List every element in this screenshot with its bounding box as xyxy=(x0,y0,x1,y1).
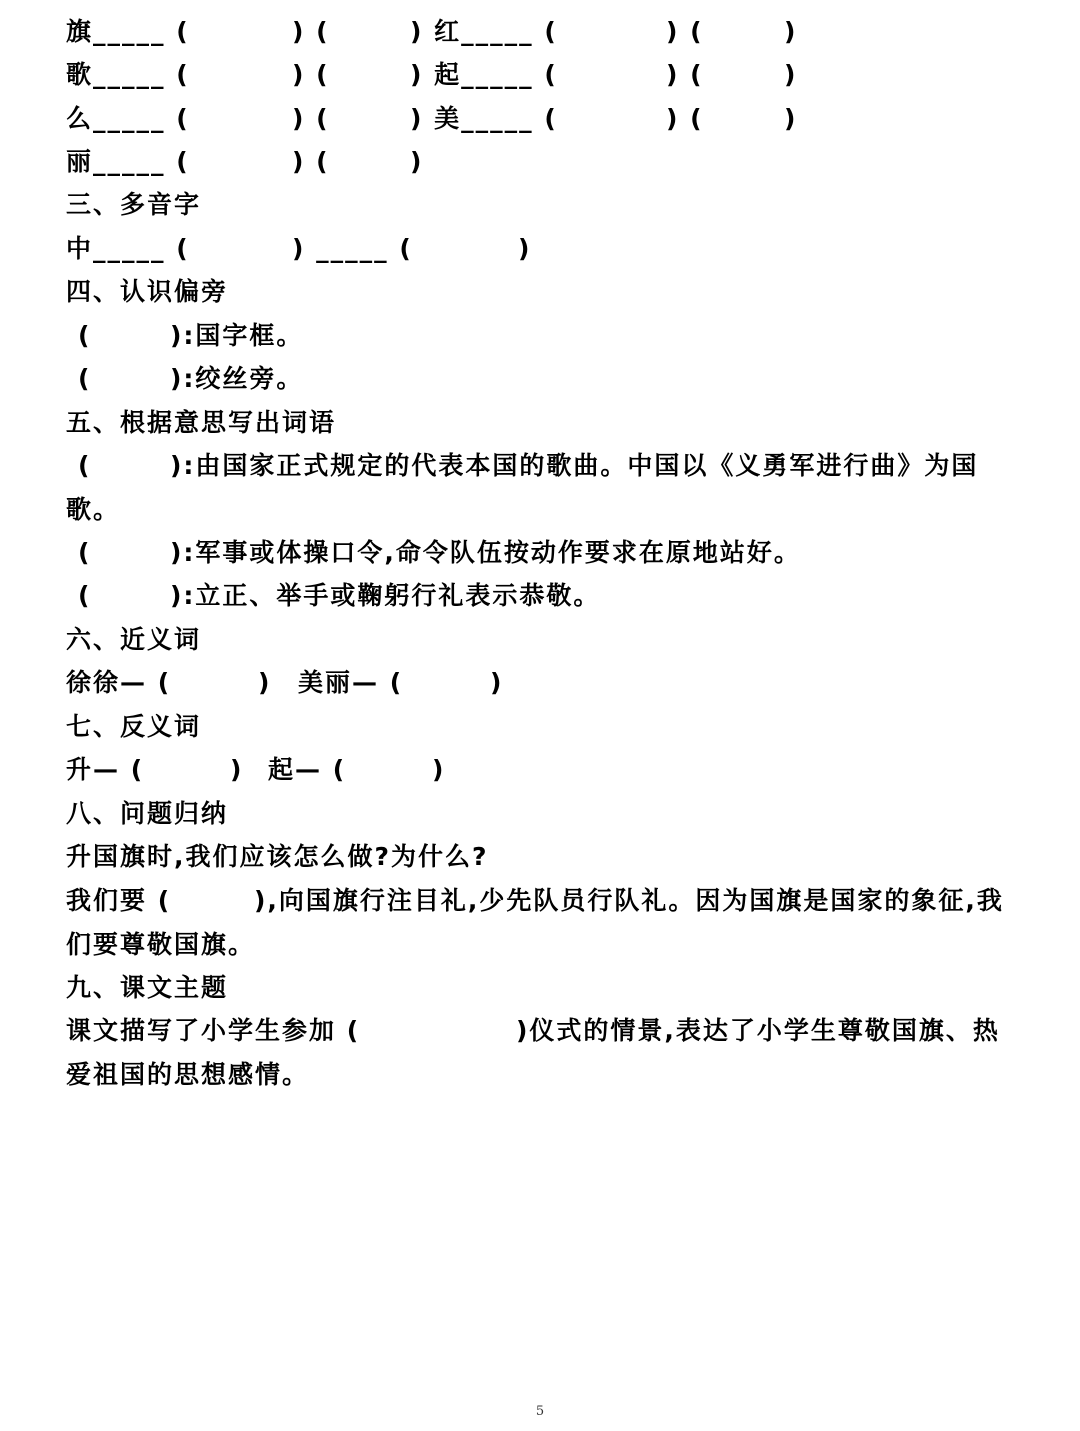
open-bracket: ( xyxy=(78,321,92,350)
definition-text: ):立正、举手或鞠躬行礼表示恭敬。 xyxy=(170,581,601,610)
theme-text: )仪式的情景,表达了小学生尊敬国旗、热爱祖国的思想感情。 xyxy=(66,1016,1000,1089)
synonym-cell: 徐徐— ( xyxy=(66,668,172,697)
polyphone-cell: 中_____ ( xyxy=(66,234,190,263)
grid-cell: 歌_____ ( xyxy=(66,60,190,89)
grid-cell: ) 美_____ ( xyxy=(410,104,558,133)
synonym-cell: ) xyxy=(258,668,272,697)
section-heading: 五、根据意思写出词语 xyxy=(66,408,337,437)
radical-text: ):绞丝旁。 xyxy=(170,364,304,393)
grid-cell: ) ( xyxy=(292,147,330,176)
section-heading: 九、课文主题 xyxy=(66,973,229,1002)
grid-cell: ) ( xyxy=(292,60,330,89)
page-number: 5 xyxy=(535,1404,545,1419)
question-text: 升国旗时,我们应该怎么做?为什么? xyxy=(66,842,489,871)
grid-cell: ) xyxy=(410,147,424,176)
grid-cell: ) xyxy=(784,104,798,133)
answer-text: ),向国旗行注目礼,少先队员行队礼。因为国旗是国家的象征,我们要尊敬国旗。 xyxy=(66,886,1004,959)
antonym-cell: ) xyxy=(230,755,244,784)
synonym-cell: 美丽— ( xyxy=(298,668,404,697)
grid-cell: ) 红_____ ( xyxy=(410,17,558,46)
grid-cell: ) ( xyxy=(666,60,704,89)
grid-cell: ) 起_____ ( xyxy=(410,60,558,89)
grid-cell: ) ( xyxy=(666,104,704,133)
definition-text: ):军事或体操口令,命令队伍按动作要求在原地站好。 xyxy=(170,538,801,567)
polyphone-cell: ) _____ ( xyxy=(292,234,413,263)
grid-cell: ) ( xyxy=(292,17,330,46)
grid-cell: ) ( xyxy=(666,17,704,46)
polyphone-cell: ) xyxy=(518,234,532,263)
grid-cell: 么_____ ( xyxy=(66,104,190,133)
grid-cell: 丽_____ ( xyxy=(66,147,190,176)
theme-prefix: 课文描写了小学生参加 ( xyxy=(66,1016,361,1045)
grid-cell: ) xyxy=(784,17,798,46)
section-heading: 六、近义词 xyxy=(66,625,202,654)
open-bracket: ( xyxy=(78,364,92,393)
section-heading: 八、问题归纳 xyxy=(66,799,229,828)
open-bracket: ( xyxy=(78,581,92,610)
grid-cell: 旗_____ ( xyxy=(66,17,190,46)
grid-cell: ) xyxy=(784,60,798,89)
section-heading: 三、多音字 xyxy=(66,190,202,219)
section-heading: 七、反义词 xyxy=(66,712,202,741)
antonym-cell: 升— ( xyxy=(66,755,145,784)
radical-text: ):国字框。 xyxy=(170,321,304,350)
grid-cell: ) ( xyxy=(292,104,330,133)
antonym-cell: 起— ( xyxy=(268,755,347,784)
answer-prefix: 我们要 ( xyxy=(66,886,172,915)
definition-text: ):由国家正式规定的代表本国的歌曲。中国以《义勇军进行曲》为国歌。 xyxy=(66,451,979,524)
section-heading: 四、认识偏旁 xyxy=(66,277,229,306)
antonym-cell: ) xyxy=(432,755,446,784)
synonym-cell: ) xyxy=(490,668,504,697)
open-bracket: ( xyxy=(78,538,92,567)
open-bracket: ( xyxy=(78,451,92,480)
